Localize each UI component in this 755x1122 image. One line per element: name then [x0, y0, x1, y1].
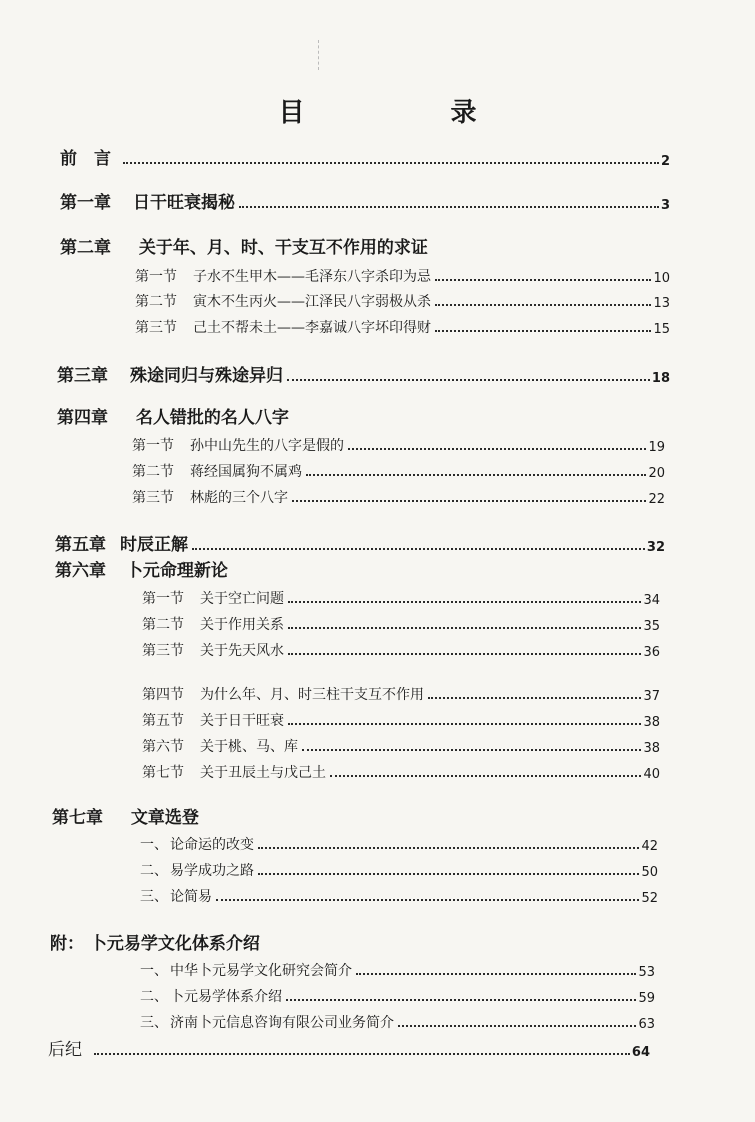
page-number: 40 [643, 767, 660, 782]
entry-title: 论简易 [170, 889, 212, 905]
entry-title: 关于作用关系 [200, 617, 284, 633]
entry-title: 关于桃、马、库 [200, 739, 298, 755]
toc-entry-section[interactable] [142, 614, 660, 634]
entry-label: 第六节 [142, 739, 184, 755]
toc-heading-chapter-4[interactable] [57, 403, 289, 428]
entry-label: 第四章 [57, 408, 108, 428]
leader-dots [239, 206, 659, 208]
entry-label: 第一节 [135, 269, 177, 285]
toc-entry-section[interactable] [140, 1012, 655, 1032]
entry-label: 第七节 [142, 765, 184, 781]
entry-title: 关于年、月、时、干支互不作用的求证 [138, 238, 428, 258]
entry-label: 前 言 [60, 149, 111, 169]
page-number: 22 [648, 492, 665, 507]
entry-title: 关于先天风水 [200, 643, 284, 659]
entry-label: 第二节 [142, 617, 184, 633]
entry-label: 二、 [140, 863, 168, 879]
entry-label: 三、 [140, 1015, 168, 1031]
leader-dots [356, 973, 636, 975]
entry-label: 第二章 [60, 238, 111, 258]
entry-label: 第三章 [57, 366, 108, 386]
leader-dots [287, 379, 650, 381]
entry-label: 第一节 [142, 591, 184, 607]
entry-title: 论命运的改变 [170, 837, 254, 853]
entry-title: 名人错批的名人八字 [135, 408, 289, 428]
entry-title: 子水不生甲木——毛泽东八字杀印为忌 [193, 269, 431, 285]
entry-label: 附： [50, 934, 84, 954]
page-number: 64 [631, 1045, 650, 1060]
entry-label: 第三节 [142, 643, 184, 659]
leader-dots [435, 304, 651, 306]
toc-heading-appendix[interactable] [50, 929, 260, 954]
leader-dots [398, 1025, 636, 1027]
leader-dots [288, 723, 641, 725]
leader-dots [302, 749, 641, 751]
toc-entry-chapter-5[interactable] [55, 530, 665, 555]
toc-entry-chapter-3[interactable] [57, 361, 670, 386]
leader-dots [258, 873, 639, 875]
entry-title: 为什么年、月、时三柱干支互不作用 [200, 687, 424, 703]
toc-heading-chapter-7[interactable] [52, 803, 199, 828]
page-number: 53 [638, 965, 655, 980]
leader-dots [306, 474, 646, 476]
leader-dots [348, 448, 646, 450]
toc-entry-section[interactable] [135, 317, 670, 337]
page-number: 38 [643, 741, 660, 756]
entry-title: 殊途同归与殊途异归 [130, 366, 283, 386]
entry-title: 蒋经国属狗不属鸡 [190, 464, 302, 480]
toc-entry-section[interactable] [140, 834, 658, 854]
leader-dots [292, 500, 646, 502]
page-number: 18 [651, 371, 670, 386]
page-number: 10 [653, 271, 670, 286]
entry-label: 第四节 [142, 687, 184, 703]
leader-dots [288, 627, 641, 629]
toc-entry-section[interactable] [135, 266, 670, 286]
toc-entry-section[interactable] [132, 435, 665, 455]
entry-title: 中华卜元易学文化研究会简介 [170, 963, 352, 979]
entry-title: 时辰正解 [120, 535, 188, 555]
entry-title: 日干旺衰揭秘 [133, 193, 235, 213]
entry-label: 三、 [140, 889, 168, 905]
page-number: 38 [643, 715, 660, 730]
entry-title: 关于空亡问题 [200, 591, 284, 607]
leader-dots [258, 847, 639, 849]
leader-dots [288, 653, 641, 655]
leader-dots [192, 548, 645, 550]
toc-entry-section[interactable] [140, 960, 655, 980]
entry-title: 孙中山先生的八字是假的 [190, 438, 344, 454]
leader-dots [288, 601, 641, 603]
page-number: 36 [643, 645, 660, 660]
entry-title: 己土不帮未土——李嘉诚八字坏印得财 [193, 320, 431, 336]
toc-entry-section[interactable] [132, 487, 665, 507]
page-number: 32 [646, 540, 665, 555]
entry-label: 第一节 [132, 438, 174, 454]
page-number: 2 [660, 154, 670, 169]
leader-dots [286, 999, 636, 1001]
entry-label: 一、 [140, 963, 168, 979]
page-number: 13 [653, 296, 670, 311]
page-number: 59 [638, 991, 655, 1006]
entry-label: 第五章 [55, 535, 106, 555]
page-number: 20 [648, 466, 665, 481]
leader-dots [123, 162, 659, 164]
toc-heading-chapter-6[interactable] [55, 556, 228, 581]
leader-dots [428, 697, 641, 699]
page-number: 63 [638, 1017, 655, 1032]
page-number: 42 [641, 839, 658, 854]
entry-title: 寅木不生丙火——江泽民八字弱极从杀 [193, 294, 431, 310]
entry-title: 关于丑辰土与戊己土 [200, 765, 326, 781]
leader-dots [435, 330, 651, 332]
toc-entry-section[interactable] [142, 762, 660, 782]
entry-title: 林彪的三个八字 [190, 490, 288, 506]
page-number: 15 [653, 322, 670, 337]
toc-entry-afterword[interactable] [48, 1035, 650, 1060]
entry-label: 第三节 [132, 490, 174, 506]
toc-heading-chapter-2[interactable] [60, 233, 428, 258]
toc-entry-chapter-1[interactable] [60, 188, 670, 213]
entry-label: 第七章 [52, 808, 103, 828]
page-number: 52 [641, 891, 658, 906]
page-number: 34 [643, 593, 660, 608]
toc-entry-section[interactable] [142, 684, 660, 704]
entry-title: 卜元易学体系介绍 [170, 989, 282, 1005]
toc-entry-section[interactable] [142, 640, 660, 660]
page-number: 37 [643, 689, 660, 704]
entry-label: 第二节 [135, 294, 177, 310]
leader-dots [216, 899, 639, 901]
binding-mark [318, 40, 319, 70]
entry-label: 二、 [140, 989, 168, 1005]
entry-title: 文章选登 [130, 808, 199, 828]
leader-dots [435, 279, 651, 281]
toc-entry-preface[interactable] [60, 144, 670, 169]
page-number: 35 [643, 619, 660, 634]
toc-entry-section[interactable] [140, 886, 658, 906]
entry-label: 第三节 [135, 320, 177, 336]
page-number: 19 [648, 440, 665, 455]
entry-label: 第二节 [132, 464, 174, 480]
toc-entry-section[interactable] [142, 588, 660, 608]
entry-title: 济南卜元信息咨询有限公司业务简介 [170, 1015, 394, 1031]
entry-label: 第五节 [142, 713, 184, 729]
entry-title: 易学成功之路 [170, 863, 254, 879]
entry-label: 第六章 [55, 561, 106, 581]
toc-entry-section[interactable] [140, 860, 658, 880]
page-number: 3 [660, 198, 670, 213]
page-title: 目 录 [278, 98, 537, 128]
leader-dots [94, 1053, 630, 1055]
entry-label: 一、 [140, 837, 168, 853]
entry-title: 关于日干旺衰 [200, 713, 284, 729]
entry-label: 后纪 [48, 1040, 82, 1060]
entry-title: 卜元命理新论 [125, 561, 228, 581]
page-number: 50 [641, 865, 658, 880]
toc-entry-section[interactable] [135, 291, 670, 311]
toc-entry-section[interactable] [132, 461, 665, 481]
entry-label: 第一章 [60, 193, 111, 213]
leader-dots [330, 775, 641, 777]
toc-entry-section[interactable] [140, 986, 655, 1006]
toc-entry-section[interactable] [142, 710, 660, 730]
toc-entry-section[interactable] [142, 736, 660, 756]
entry-title: 卜元易学文化体系介绍 [89, 934, 260, 954]
